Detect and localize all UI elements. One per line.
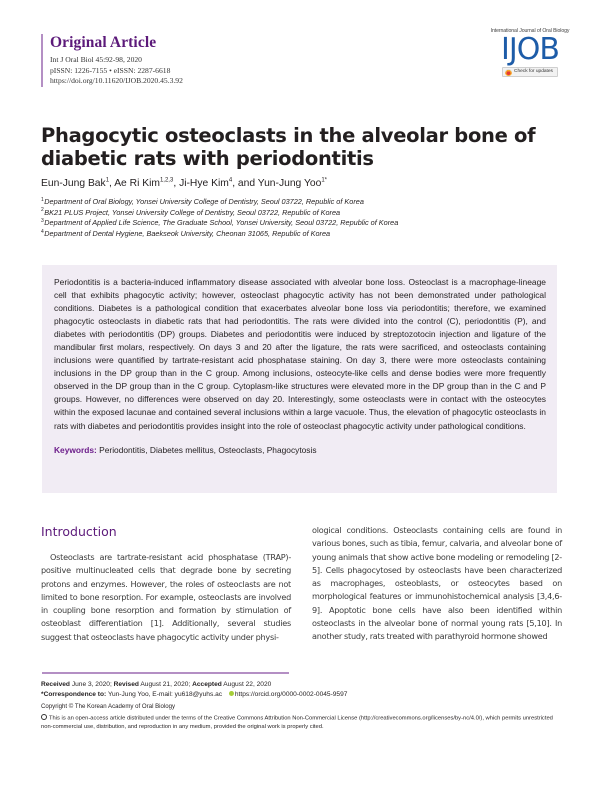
author-name: Yun-Jung Yoo (257, 178, 322, 189)
author-name: Eun-Jung Bak (41, 178, 106, 189)
article-footer (41, 680, 566, 731)
affiliation (41, 218, 398, 229)
revised-label: Revised (113, 681, 139, 688)
correspondence-line (41, 690, 566, 700)
affiliation (41, 229, 398, 240)
received-label: Received (41, 681, 70, 688)
journal-logo (480, 28, 580, 77)
citation: Int J Oral Biol 45:92-98, 2020 (50, 55, 142, 64)
accepted-date: August 22, 2020 (223, 681, 272, 688)
license-notice (41, 714, 566, 731)
abstract-box (42, 265, 557, 493)
author-separator: , (109, 178, 115, 189)
author-separator: , and (232, 178, 258, 189)
creative-commons-icon (41, 714, 47, 720)
license-text: This is an open-access article distributed under the terms of the Creative Commons Attribution Non-Commercial License (http://creativecommons.org/licenses/by-nc/4.0/), which permits unrestricted non-commercial use, distribution, and reproduction in any medium, provided the original work is properly cited. (41, 715, 553, 730)
author-affiliation-marker: 1 (105, 177, 110, 184)
orcid-link[interactable]: https://orcid.org/0000-0002-0045-9597 (234, 690, 348, 698)
issn: pISSN: 1226-7155 • eISSN: 2287-6618 (50, 65, 171, 75)
journal-name: International Journal of Oral Biology (490, 28, 570, 34)
article-type: Original Article (50, 34, 157, 51)
journal-abbreviation: IJOB (501, 32, 559, 67)
keywords-label: Keywords: (54, 444, 97, 455)
keywords-list: Periodontitis, Diabetes mellitus, Osteoclasts, Phagocytosis (99, 444, 317, 455)
check-for-updates-button[interactable] (502, 67, 558, 77)
correspondence-label: *Correspondence to: (41, 690, 107, 698)
article-dates (41, 680, 566, 699)
keywords (54, 445, 546, 456)
article-header (41, 34, 183, 87)
footer-divider (42, 672, 289, 674)
author-affiliation-marker: 1* (321, 177, 327, 184)
affiliation-number: 1 (41, 196, 44, 203)
crossmark-icon (505, 69, 512, 76)
author-list (41, 177, 327, 190)
author-affiliation-marker: 1,2,3 (159, 177, 174, 184)
affiliation-number: 4 (41, 228, 44, 235)
history-line (41, 680, 566, 690)
accepted-label: Accepted (192, 681, 222, 688)
article-title: Phagocytic osteoclasts in the alveolar bone of diabetic rats with periodontitis (41, 124, 536, 170)
received-date: June 3, 2020; (71, 681, 112, 688)
affiliation (41, 208, 398, 219)
affiliation (41, 197, 398, 208)
affiliation-text: Department of Dental Hygiene, Baekseok University, Cheonan 31065, Republic of Korea (44, 229, 331, 239)
affiliation-text: Department of Oral Biology, Yonsei University College of Dentistry, Seoul 03722, Republic of Korea (44, 197, 364, 206)
introduction-left-column: Osteoclasts are tartrate-resistant acid phosphatase (TRAP)-positive multinucleated cells that degrade bone by secreting protons and enzymes. However, the roles of osteoclasts are not limited to bone resorption. For example, osteoclasts are involved in coupling bone resorption and formation by stimulation of osteoblast differentiation [1]. Additionally, several studies suggest that osteoclasts have phagocytic activity under physi- (41, 552, 291, 642)
affiliation-number: 3 (41, 217, 44, 224)
revised-date: August 21, 2020; (140, 681, 191, 688)
correspondence-text: Yun-Jung Yoo, E-mail: yu618@yuhs.ac (107, 690, 223, 698)
affiliation-text: BK21 PLUS Project, Yonsei University College of Dentistry, Seoul 03722, Republic of Korea (44, 207, 341, 217)
author-name: Ae Ri Kim (114, 178, 160, 189)
affiliation-list (41, 197, 398, 240)
introduction-heading: Introduction (41, 524, 117, 539)
affiliation-number: 2 (41, 207, 44, 214)
doi-link[interactable]: https://doi.org/10.11620/IJOB.2020.45.3.92 (50, 76, 183, 86)
author-name: Ji-Hye Kim (179, 178, 229, 189)
introduction-right-column: ological conditions. Osteoclasts containing cells are found in various bones, such as tibia, femur, calvaria, and alveolar bone of young animals that show active bone modeling or remodeling [2-5]. Cells phagocytosed by osteoclasts have been characterized as macrophages, osteoblasts, or osteocytes based on morphological features or immunohistochemical analysis [3,4,6-9]. Apoptotic bone cells have also been identified within osteoclasts in the alveolar bone of normal young rats [5,10]. In another study, rats treated with parathyroid hormone showed (312, 525, 562, 642)
author-separator: , (173, 178, 180, 189)
abstract-text: Periodontitis is a bacteria-induced inflammatory disease associated with alveolar bone loss. Osteoclast is a macrophage-lineage cell that exhibits phagocytic activity; however, osteoclast phagocytic activity has not been demonstrated under pathological conditions. Diabetes is a pathological condition that exacerbates alveolar bone loss via periodontitis; therefore, we examined phagocytic osteoclasts in diabetic rats that had periodontitis. The rats were divided into the control (C), periodontitis (P), and diabetes with periodontitis (DP) groups. Diabetes and periodontitis were induced by streptozotocin injection and ligature of the mandibular first molars, respectively. On days 3 and 20 after the ligature, the rats were sacrificed, and osteoclasts containing inclusions were quantified by tartrate-resistant acid phosphatase staining. On day 3, there were more osteoclasts containing inclusions in the DP group than in the C group. Among inclusions, osteocyte-like cells and dense bodies were more frequently observed in the DP group than in the C group. Cytoplasm-like structures were elevated more in the DP group than in the C and P groups. However, no differences were observed on day 20. Interestingly, some osteoclasts were in contact with the osteocytes within the exposed lacunae and contained several inclusions within a large vacuole. Thus, the elevation of phagocytic osteoclasts in rats with diabetes and periodontitis provides insight into the role of osteoclast phagocytic activity under pathological conditions. (54, 277, 546, 431)
orcid-icon (229, 691, 234, 696)
check-for-updates-label: Check for updates (514, 69, 553, 74)
affiliation-text: Department of Applied Life Science, The Graduate School, Yonsei University, Seoul 03722, Republic of Korea (44, 218, 399, 228)
copyright: Copyright © The Korean Academy of Oral Biology (41, 703, 176, 710)
author-affiliation-marker: 4 (228, 177, 233, 184)
